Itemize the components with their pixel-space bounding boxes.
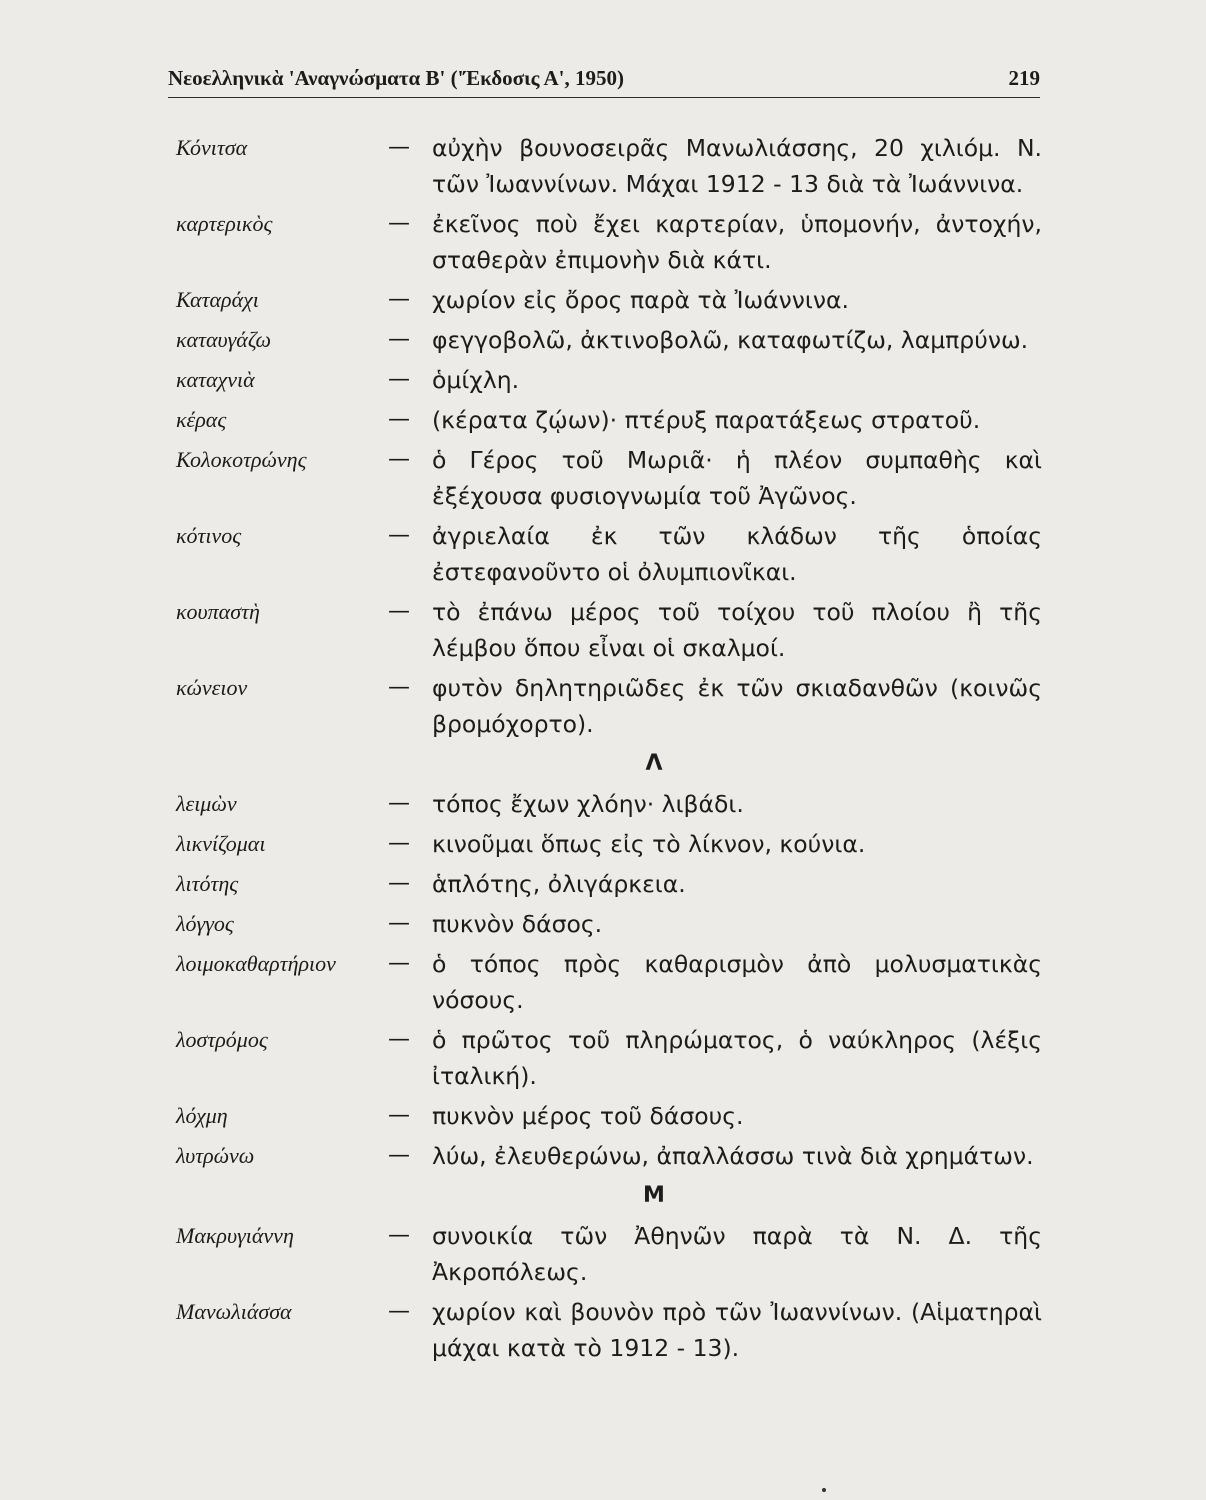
entry-dash: — <box>388 1027 410 1052</box>
glossary-entry <box>176 866 1042 902</box>
entry-dash: — <box>388 1299 410 1324</box>
entry-dash: — <box>388 1143 410 1168</box>
entry-dash: — <box>388 871 410 896</box>
entry-term: λοιμοκαθαρτήριον <box>176 951 336 976</box>
entry-dash: — <box>388 327 410 352</box>
entry-dash: — <box>388 447 410 472</box>
glossary-entry <box>176 786 1042 822</box>
glossary-entry <box>176 282 1042 318</box>
entry-term: κέρας <box>176 407 227 432</box>
entry-dash: — <box>388 675 410 700</box>
glossary-entry <box>176 130 1042 202</box>
entry-dash: — <box>388 367 410 392</box>
glossary-entry <box>176 594 1042 666</box>
section-letter: Λ <box>645 751 663 776</box>
entry-term: κώνειον <box>176 675 248 700</box>
entry-term: λειμὼν <box>176 791 237 816</box>
entry-term: κότινος <box>176 523 242 548</box>
glossary-entry <box>176 826 1042 862</box>
entry-definition: φεγγοβολῶ, ἀκτινοβολῶ, καταφωτίζω, λαμπρύνω. <box>432 326 1029 354</box>
entry-dash: — <box>388 523 410 548</box>
running-head-title: Νεοελληνικὰ 'Αναγνώσματα Β' ('Έκδοσις Α', 1950) <box>168 66 625 90</box>
entry-term: λιτότης <box>176 871 239 896</box>
entry-definition: (κέρατα ζῴων)· πτέρυξ παρατάξεως στρατοῦ. <box>432 406 981 434</box>
glossary-entry <box>176 670 1042 742</box>
entry-definition: ὁμίχλη. <box>432 366 520 394</box>
entry-definition: κινοῦμαι ὅπως εἰς τὸ λίκνον, κούνια. <box>432 830 866 858</box>
entry-definition: λύω, ἐλευθερώνω, ἀπαλλάσσω τινὰ διὰ χρημάτων. <box>432 1142 1034 1170</box>
glossary-entry <box>176 1218 1042 1290</box>
entry-term: Κολοκοτρώνης <box>176 447 307 472</box>
entry-term: λικνίζομαι <box>176 831 266 856</box>
entry-term: λοστρόμος <box>176 1027 268 1052</box>
entry-term: καταχνιὰ <box>176 367 255 392</box>
entry-dash: — <box>388 135 410 160</box>
entry-term: κουπαστὴ <box>176 599 260 624</box>
entry-definition: ἀγριελαία ἐκ τῶν κλάδων τῆς ὁποίας ἐστεφανοῦντο οἱ ὀλυμπιονῖκαι. <box>432 522 1042 586</box>
entry-term: Μακρυγιάννη <box>176 1223 294 1248</box>
entry-definition: πυκνὸν μέρος τοῦ δάσους. <box>432 1102 744 1130</box>
entry-dash: — <box>388 599 410 624</box>
entry-definition: ὁ πρῶτος τοῦ πληρώματος, ὁ ναύκληρος (λέξις ἰταλική). <box>432 1026 1042 1090</box>
ink-speck <box>822 1488 826 1492</box>
entry-term: Κόνιτσα <box>176 135 248 160</box>
entry-definition: συνοικία τῶν Ἀθηνῶν παρὰ τὰ Ν. Δ. τῆς Ἀκροπόλεως. <box>432 1222 1042 1286</box>
glossary-entry <box>176 906 1042 942</box>
entry-dash: — <box>388 951 410 976</box>
glossary-entry <box>176 442 1042 514</box>
entry-dash: — <box>388 1103 410 1128</box>
entry-term: Μανωλιάσσα <box>176 1299 292 1324</box>
entry-definition: τὸ ἐπάνω μέρος τοῦ τοίχου τοῦ πλοίου ἢ τῆς λέμβου ὅπου εἶναι οἱ σκαλμοί. <box>432 598 1042 662</box>
entry-definition: τόπος ἔχων χλόην· λιβάδι. <box>432 790 744 818</box>
entry-term: καρτερικὸς <box>176 211 273 236</box>
glossary-entry <box>176 946 1042 1018</box>
entry-definition: ὁ Γέρος τοῦ Μωριᾶ· ἡ πλέον συμπαθὴς καὶ ἐξέχουσα φυσιογνωμία τοῦ Ἀγῶνος. <box>432 446 1042 510</box>
entry-definition: χωρίον καὶ βουνὸν πρὸ τῶν Ἰωαννίνων. (Αἱματηραὶ μάχαι κατὰ τὸ 1912 - 13). <box>432 1298 1042 1362</box>
entry-definition: ἐκεῖνος ποὺ ἔχει καρτερίαν, ὑπομονήν, ἀντοχήν, σταθερὰν ἐπιμονὴν διὰ κάτι. <box>432 210 1042 274</box>
running-head <box>168 66 1040 98</box>
glossary-entry <box>176 1138 1042 1174</box>
entry-term: Καταράχι <box>176 287 259 312</box>
glossary-entry <box>176 1098 1042 1134</box>
glossary-entry <box>176 1022 1042 1094</box>
entry-dash: — <box>388 791 410 816</box>
glossary-entry <box>176 518 1042 590</box>
entry-term: λόγγος <box>176 911 234 936</box>
entry-term: λυτρώνω <box>176 1143 255 1168</box>
entry-dash: — <box>388 831 410 856</box>
entry-dash: — <box>388 1223 410 1248</box>
entry-definition: ἁπλότης, ὀλιγάρκεια. <box>432 870 686 898</box>
page-number: 219 <box>1008 66 1040 90</box>
glossary-entry <box>176 206 1042 278</box>
entry-term: λόχμη <box>176 1103 228 1128</box>
entry-definition: πυκνὸν δάσος. <box>432 910 603 938</box>
glossary-entry <box>176 362 1042 398</box>
entry-definition: χωρίον εἰς ὄρος παρὰ τὰ Ἰωάννινα. <box>432 286 849 314</box>
glossary-entry <box>176 1294 1042 1366</box>
glossary <box>176 130 1042 1370</box>
entry-definition: φυτὸν δηλητηριῶδες ἐκ τῶν σκιαδανθῶν (κοινῶς βρομόχορτο). <box>432 674 1042 738</box>
entry-term: καταυγάζω <box>176 327 272 352</box>
entry-definition: ὁ τόπος πρὸς καθαρισμὸν ἀπὸ μολυσματικὰς νόσους. <box>432 950 1042 1014</box>
entry-dash: — <box>388 911 410 936</box>
entry-dash: — <box>388 211 410 236</box>
glossary-entry <box>176 402 1042 438</box>
entry-definition: αὐχὴν βουνοσειρᾶς Μανωλιάσσης, 20 χιλιόμ. Ν. τῶν Ἰωαννίνων. Μάχαι 1912 - 13 διὰ τὰ Ἰωάννινα. <box>432 134 1042 198</box>
entry-dash: — <box>388 407 410 432</box>
section-letter: Μ <box>643 1183 665 1208</box>
glossary-entry <box>176 322 1042 358</box>
entry-dash: — <box>388 287 410 312</box>
